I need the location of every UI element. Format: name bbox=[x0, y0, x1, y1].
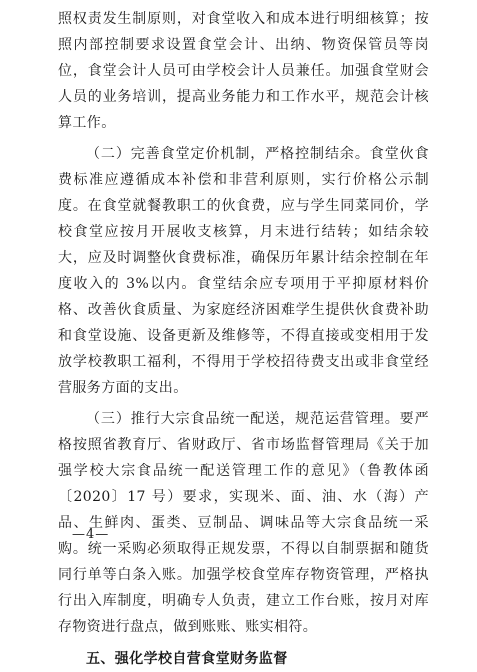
paragraph-continued: 照权责发生制原则，对食堂收入和成本进行明细核算；按照内部控制要求设置食堂会计、出纳、物资保管员等岗位，食堂会计人员可由学校会计人员兼任。加强食堂财会人员的业务培训，提高业务能力和工作水平，规范会计核算工作。 bbox=[58, 11, 429, 131]
section-heading: 五、强化学校自营食堂财务监督 bbox=[86, 651, 288, 667]
paragraph-food-distribution: （三）推行大宗食品统一配送，规范运营管理。要严格按照省教育厅、省财政厅、省市场监督管理局《关于加强学校大宗食品统一配送管理工作的意见》（鲁教体函〔2020〕17 号）要求，实现米、面、油、水（海）产品、生鲜肉、蛋类、豆制品、调味品等大宗食品统一采购。统一采购必须取得正规发票，不得以自制票据和随货同行单等白条入账。加强学校食堂库存物资管理，严格执行出入库制度，明确专人负责，建立工作台账，按月对库存物资进行盘点，做到账账、账实相符。 bbox=[58, 411, 429, 635]
paragraph-pricing-mechanism: （二）完善食堂定价机制，严格控制结余。食堂伙食费标准应遵循成本补偿和非营利原则，实行价格公示制度。在食堂就餐教职工的伙食费，应与学生同菜同价，学校食堂应按月开展收支核算，月末进行结转；如结余较大，应及时调整伙食费标准，确保历年累计结余控制在年度收入的 3%以内。食堂结余应专项用于平抑原材料价格、改善伙食质量、为家庭经济困难学生提供伙食费补助和食堂设施、设备更新及维修等，不得直接或变相用于发放学校教职工福利，不得用于学校招待费支出或非食堂经营服务方面的支出。 bbox=[58, 146, 429, 396]
page-number: —4— bbox=[72, 527, 110, 542]
